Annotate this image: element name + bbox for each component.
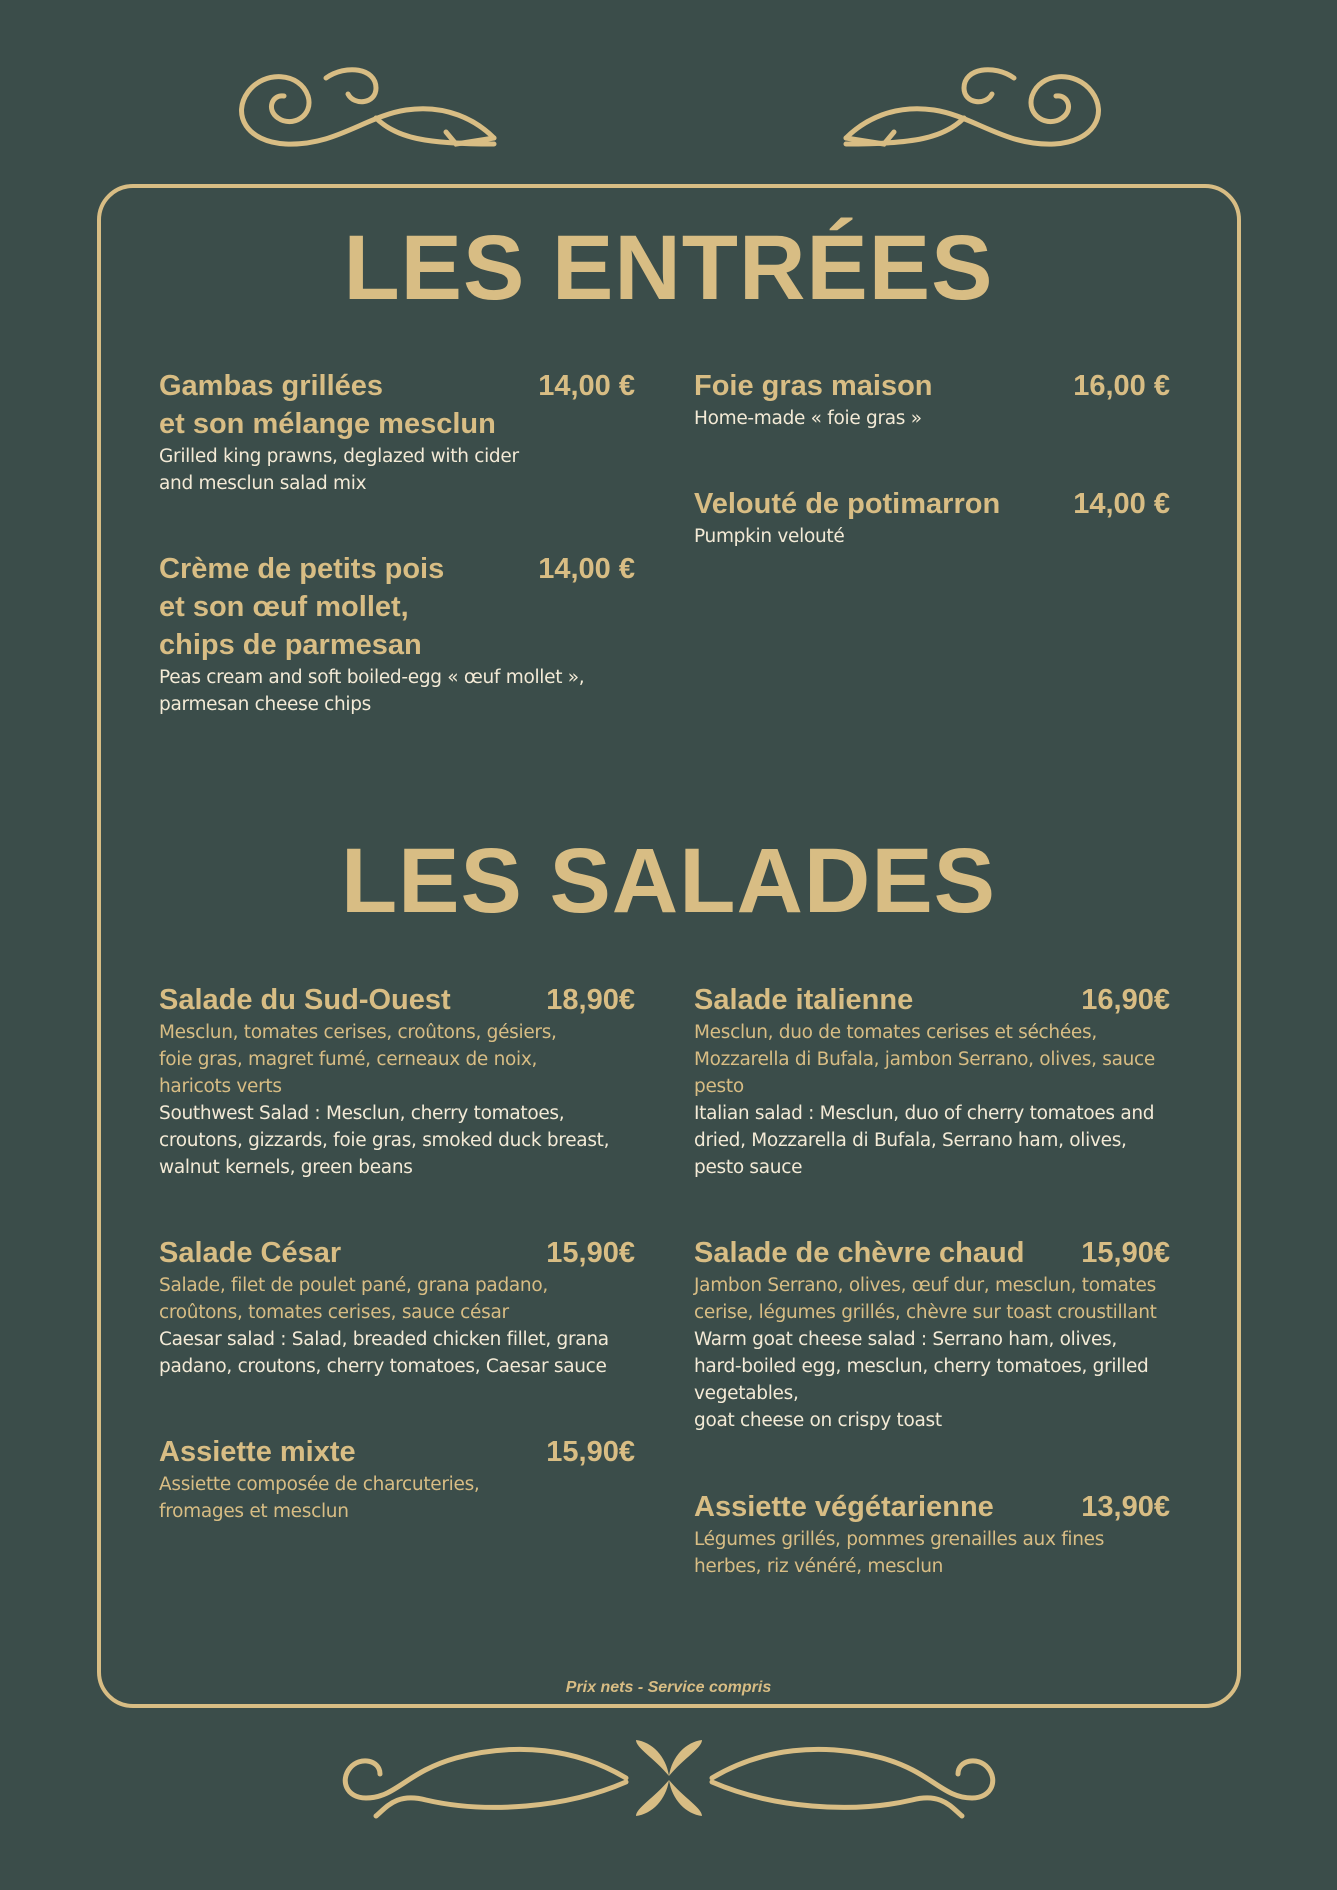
item-description-en: Peas cream and soft boiled-egg « œuf mollet », parmesan cheese chips	[159, 667, 585, 715]
item-name: Gambas grillées et son mélange mesclun	[159, 370, 496, 440]
menu-item	[694, 485, 1170, 550]
item-price: 14,00 €	[1073, 488, 1170, 520]
item-price: 14,00 €	[538, 553, 635, 585]
item-name: Salade de chèvre chaud	[694, 1237, 1025, 1269]
item-price: 16,90€	[1081, 984, 1170, 1016]
menu-item	[694, 1234, 1170, 1434]
item-description-fr: Mesclun, duo de tomates cerises et séchées, Mozzarella di Bufala, jambon Serrano, olives, sauce pesto	[694, 1022, 1155, 1097]
item-description-fr: Légumes grillés, pommes grenailles aux fines herbes, riz vénéré, mesclun	[694, 1529, 1105, 1577]
menu-item	[159, 550, 635, 718]
item-description-fr: Salade, filet de poulet pané, grana padano, croûtons, tomates cerises, sauce césar	[159, 1275, 548, 1323]
item-description-fr: Jambon Serrano, olives, œuf dur, mesclun, tomates cerise, légumes grillés, chèvre sur toast croustillant	[694, 1275, 1157, 1323]
item-price: 15,90€	[546, 1237, 635, 1269]
item-name: Salade italienne	[694, 984, 914, 1016]
item-price: 18,90€	[546, 984, 635, 1016]
item-description-en: Home-made « foie gras »	[694, 408, 922, 429]
menu-item	[159, 367, 635, 497]
item-price: 14,00 €	[538, 370, 635, 402]
item-description-fr: Mesclun, tomates cerises, croûtons, gésiers, foie gras, magret fumé, cerneaux de noix, haricots verts	[159, 1022, 557, 1097]
item-name: Salade César	[159, 1237, 342, 1269]
menu-item	[694, 1488, 1170, 1580]
item-description-fr: Assiette composée de charcuteries, fromages et mesclun	[159, 1474, 480, 1522]
footer-note: Prix nets - Service compris	[565, 1679, 772, 1696]
item-price: 15,90€	[546, 1436, 635, 1468]
item-description-en: Italian salad : Mesclun, duo of cherry tomatoes and dried, Mozzarella di Bufala, Serrano ham, olives, pesto sauce	[694, 1103, 1155, 1178]
item-description-en: Warm goat cheese salad : Serrano ham, olives, hard-boiled egg, mesclun, cherry tomatoes, grilled vegetables,	[694, 1329, 1149, 1404]
item-description-en-continued: goat cheese on crispy toast	[694, 1410, 942, 1431]
menu-item	[159, 981, 635, 1181]
menu-item	[159, 1433, 635, 1525]
item-price: 15,90€	[1081, 1237, 1170, 1269]
item-name: Salade du Sud-Ouest	[159, 984, 451, 1016]
item-description-en: Grilled king prawns, deglazed with cider and mesclun salad mix	[159, 446, 519, 494]
scroll-flourish-icon	[226, 58, 522, 158]
item-description-en: Southwest Salad : Mesclun, cherry tomatoes, croutons, gizzards, foie gras, smoked duck breast, walnut kernels, green beans	[159, 1103, 610, 1178]
item-description-en: Caesar salad : Salad, breaded chicken fillet, grana padano, croutons, cherry tomatoes, Caesar sauce	[159, 1329, 609, 1377]
item-price: 13,90€	[1081, 1491, 1170, 1523]
item-name: Crème de petits pois et son œuf mollet, chips de parmesan	[159, 553, 445, 661]
menu-item	[694, 367, 1170, 432]
item-price: 16,00 €	[1073, 370, 1170, 402]
item-name: Foie gras maison	[694, 370, 933, 402]
item-name: Assiette végétarienne	[694, 1491, 994, 1523]
item-name: Assiette mixte	[159, 1436, 356, 1468]
menu-item	[694, 981, 1170, 1181]
item-name: Velouté de potimarron	[694, 488, 1001, 520]
item-description-en: Pumpkin velouté	[694, 526, 845, 547]
section-title-entrees: LES ENTRÉES	[343, 217, 994, 319]
menu-item	[159, 1234, 635, 1380]
scroll-flourish-icon	[818, 58, 1114, 158]
section-title-salades: LES SALADES	[340, 830, 997, 932]
flourish-divider-icon	[336, 1728, 1002, 1828]
